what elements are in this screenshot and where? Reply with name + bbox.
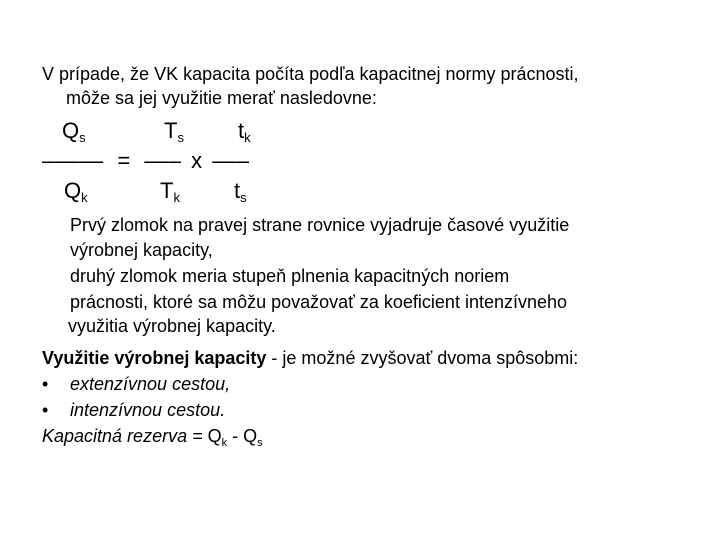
bullet-icon: • [42, 374, 49, 394]
formula-denominator-q: Qk [64, 178, 88, 205]
explanation-line-4: prácnosti, ktoré sa môžu považovať za koeficient intenzívneho [70, 292, 568, 312]
methods-heading [42, 346, 578, 370]
list-item [42, 398, 226, 422]
explanation-line-5: využitia výrobnej kapacity. [68, 316, 276, 336]
formula-fraction-row [42, 148, 249, 174]
minus-sign: - [227, 426, 244, 446]
bullet-icon: • [42, 400, 49, 420]
formula-denominator-small-t: ts [234, 178, 247, 205]
times-sign: x [191, 148, 203, 173]
reserve-q-s-sub: s [257, 437, 263, 449]
methods-heading-bold: Využitie výrobnej kapacity [42, 348, 267, 368]
reserve-q-k: Q [207, 426, 222, 446]
explanation-line-3: druhý zlomok meria stupeň plnenia kapacitných noriem [70, 266, 510, 286]
fraction-bar-right: ––– [212, 148, 249, 173]
intro-line-1: V prípade, že VK kapacita počíta podľa kapacitnej normy prácnosti, [42, 64, 579, 84]
list-item-text: extenzívnou cestou, [70, 374, 231, 394]
capacity-reserve-label: Kapacitná rezerva = [42, 426, 208, 446]
reserve-q-s: Q [243, 426, 258, 446]
formula-numerator-small-t: tk [238, 118, 251, 145]
formula-numerator-t: Ts [164, 118, 184, 145]
capacity-reserve-formula [42, 424, 263, 451]
explanation-line-1: Prvý zlomok na pravej strane rovnice vyjadruje časové využitie [70, 215, 570, 235]
explanation-line-2: výrobnej kapacity, [70, 240, 213, 260]
list-item [42, 372, 231, 396]
fraction-bar-left: ––––– [42, 148, 104, 173]
equals-sign: = [117, 148, 131, 173]
methods-heading-rest: - je možné zvyšovať dvoma spôsobmi: [266, 348, 579, 368]
formula-numerator-q: Qs [62, 118, 86, 145]
list-item-text: intenzívnou cestou. [70, 400, 226, 420]
intro-line-2: môže sa jej využitie merať nasledovne: [66, 88, 377, 108]
fraction-bar-middle: ––– [144, 148, 182, 173]
reserve-q-k-sub: k [221, 437, 228, 449]
formula-denominator-t: Tk [160, 178, 180, 205]
